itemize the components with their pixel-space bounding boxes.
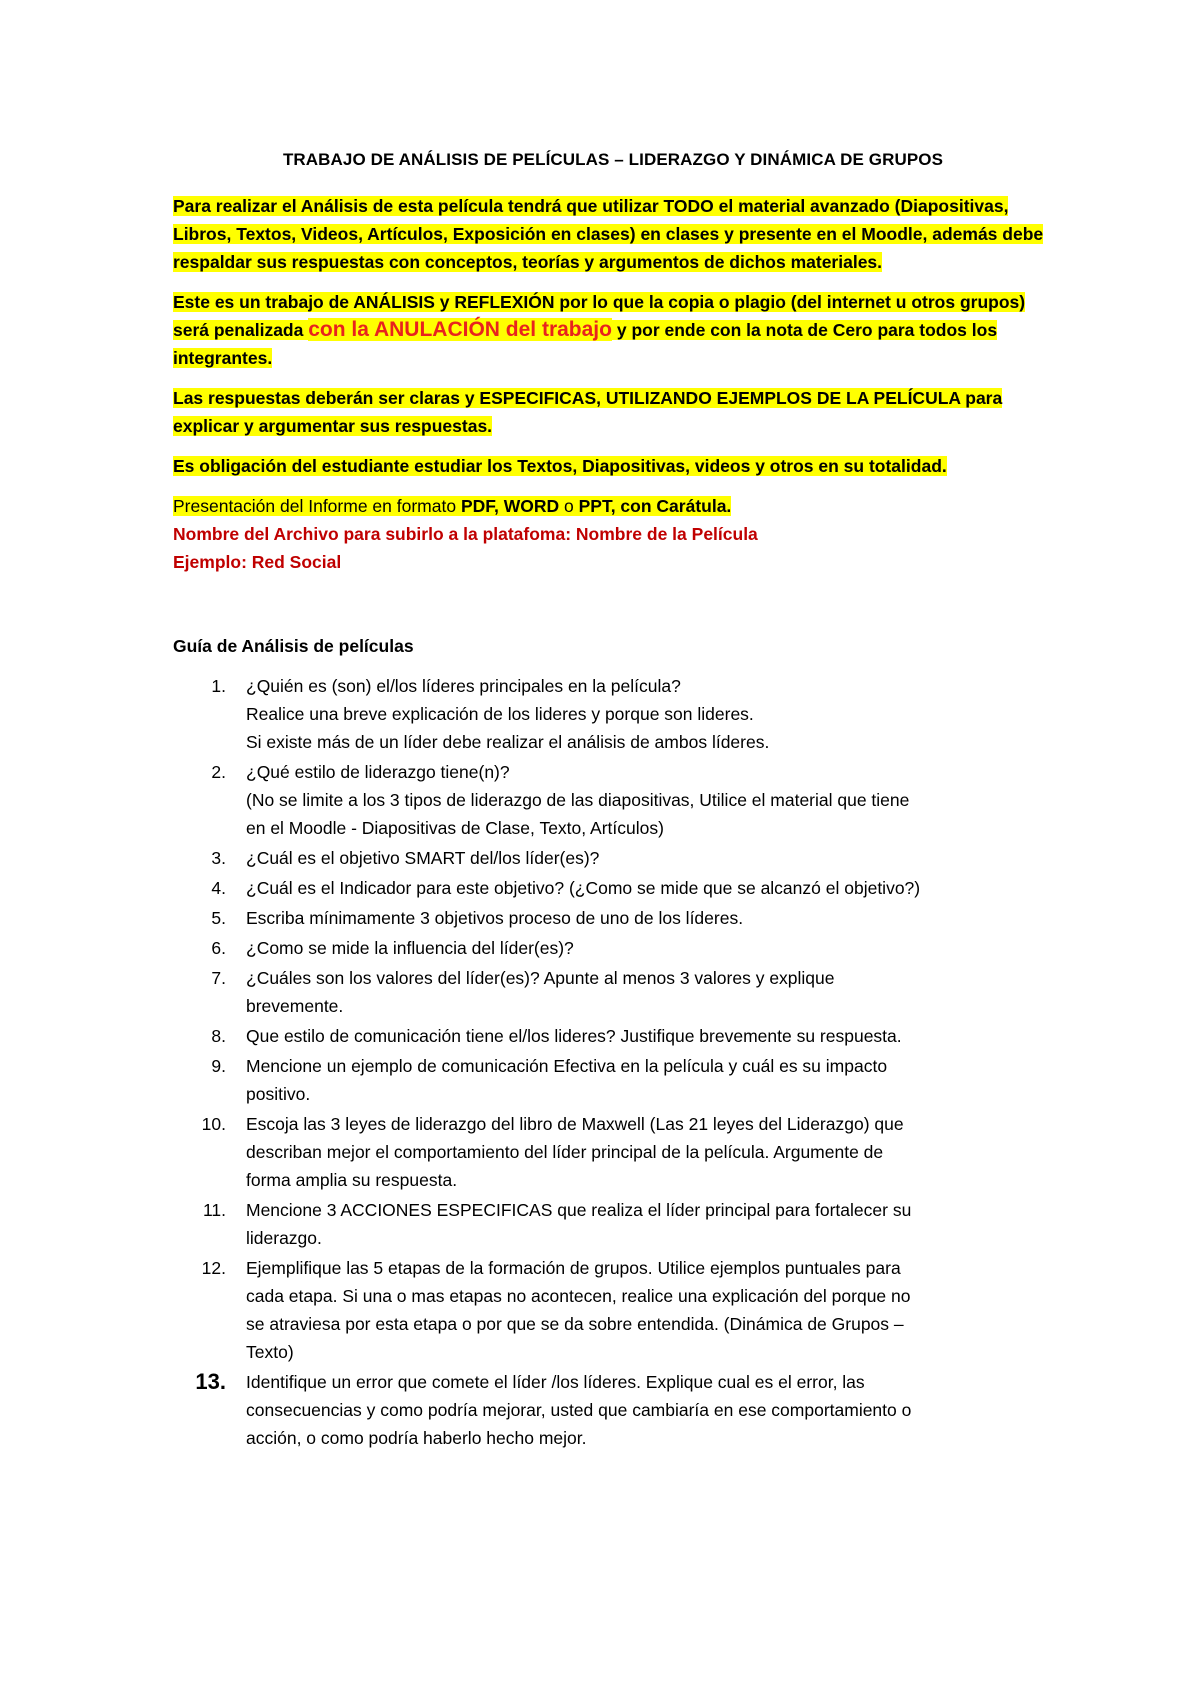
presentation-mid: o [559,496,579,516]
presentation-text: Presentación del Informe en formato [173,496,461,516]
question-number: 1. [211,676,226,696]
document-title: TRABAJO DE ANÁLISIS DE PELÍCULAS – LIDERAZGO Y DINÁMICA DE GRUPOS [282,150,944,169]
annulment-warning: con la ANULACIÓN del trabajo [308,318,612,341]
question-text-line: forma amplia su respuesta. [246,1170,458,1190]
question-item [173,934,1053,962]
guide-title: Guía de Análisis de películas [173,636,414,656]
instructions-paragraph-obligation [173,452,1053,480]
question-number: 3. [211,848,226,868]
question-text-line: (No se limite a los 3 tipos de liderazgo de las diapositivas, Utilice el material que tiene [246,790,910,810]
question-text-line: describan mejor el comportamiento del líder principal de la película. Argumente de [246,1142,884,1162]
question-text-line: ¿Cuál es el Indicador para este objetivo? (¿Como se mide que se alcanzó el objetivo?) [246,878,921,898]
question-text-line: ¿Cuáles son los valores del líder(es)? Apunte al menos 3 valores y explique [246,968,835,988]
question-text-line: positivo. [246,1084,311,1104]
question-text-line: ¿Como se mide la influencia del líder(es)? [246,938,574,958]
question-text-line: ¿Qué estilo de liderazgo tiene(n)? [246,762,510,782]
question-item [173,874,1053,902]
questions-list [173,672,1053,1452]
example-note: Ejemplo: Red Social [173,552,342,572]
question-item [173,844,1053,872]
question-item [173,1254,1053,1366]
question-item [173,964,1053,1020]
highlight: Para realizar el Análisis de esta película tendrá que utilizar TODO el material avanzado (Diapositivas, Libros, Textos, Videos, Artículos, Exposición en clases) en clases y presente en el Moodle, además debe respaldar sus respuestas con conceptos, teorías y argumentos de dichos materiales. [173,196,1044,272]
question-number: 7. [211,968,226,988]
question-item [173,758,1053,842]
instructions-paragraph-answers [173,384,1053,440]
question-item [173,1022,1053,1050]
question-text-line: brevemente. [246,996,344,1016]
instructions-paragraph-material [173,192,1053,276]
highlight-before: Este es un trabajo de ANÁLISIS y REFLEXIÓN por lo que la copia o plagio (del internet u otros grupos) será penalizada [173,292,1026,340]
question-item [173,1196,1053,1252]
question-text-line: ¿Quién es (son) el/los líderes principales en la película? [246,676,681,696]
question-item [173,1052,1053,1108]
question-text-line: se atraviesa por esta etapa o por que se da sobre entendida. (Dinámica de Grupos – [246,1314,904,1334]
question-item [173,1368,1053,1452]
question-number: 13. [195,1369,226,1394]
question-text-line: en el Moodle - Diapositivas de Clase, Texto, Artículos) [246,818,664,838]
presentation-ppt: PPT, con Carátula. [578,496,732,516]
instructions-paragraph-plagiarism [173,288,1053,372]
question-number: 12. [201,1258,226,1278]
presentation-format [173,492,1053,520]
question-item [173,1110,1053,1194]
question-number: 9. [211,1056,226,1076]
question-text-line: Mencione 3 ACCIONES ESPECIFICAS que realiza el líder principal para fortalecer su [246,1200,912,1220]
question-text-line: Ejemplifique las 5 etapas de la formación de grupos. Utilice ejemplos puntuales para [246,1258,901,1278]
question-text-line: Si existe más de un líder debe realizar el análisis de ambos líderes. [246,732,770,752]
question-text-line: Realice una breve explicación de los lideres y porque son lideres. [246,704,754,724]
question-item [173,672,1053,756]
question-number: 6. [211,938,226,958]
question-text-line: cada etapa. Si una o mas etapas no acontecen, realice una explicación del porque no [246,1286,911,1306]
question-number: 10. [201,1114,226,1134]
presentation-formats: PDF, WORD [460,496,560,516]
question-number: 2. [211,762,226,782]
document-content [173,146,1053,1454]
highlight: Es obligación del estudiante estudiar los Textos, Diapositivas, videos y otros en su totalidad. [173,456,947,476]
question-text-line: ¿Cuál es el objetivo SMART del/los líder(es)? [246,848,600,868]
question-text-line: consecuencias y como podría mejorar, usted que cambiaría en ese comportamiento o [246,1400,912,1420]
question-text-line: Mencione un ejemplo de comunicación Efectiva en la película y cuál es su impacto [246,1056,888,1076]
question-text-line: acción, o como podría haberlo hecho mejor. [246,1428,587,1448]
question-number: 11. [202,1200,226,1220]
file-name-note: Nombre del Archivo para subirlo a la platafoma: Nombre de la Película [173,524,758,544]
question-number: 5. [211,908,226,928]
highlight-after: y por ende con la nota de Cero para todos los integrantes. [173,320,998,368]
question-text-line: Texto) [246,1342,294,1362]
question-text-line: Identifique un error que comete el líder /los líderes. Explique cual es el error, las [246,1372,865,1392]
highlight: Las respuestas deberán ser claras y ESPECIFICAS, UTILIZANDO EJEMPLOS DE LA PELÍCULA para explicar y argumentar sus respuestas. [173,388,1003,436]
question-text-line: Que estilo de comunicación tiene el/los lideres? Justifique brevemente su respuesta. [246,1026,902,1046]
question-text-line: Escoja las 3 leyes de liderazgo del libro de Maxwell (Las 21 leyes del Liderazgo) que [246,1114,904,1134]
question-item [173,904,1053,932]
question-number: 4. [211,878,226,898]
question-text-line: Escriba mínimamente 3 objetivos proceso de uno de los líderes. [246,908,744,928]
question-text-line: liderazgo. [246,1228,322,1248]
question-number: 8. [211,1026,226,1046]
